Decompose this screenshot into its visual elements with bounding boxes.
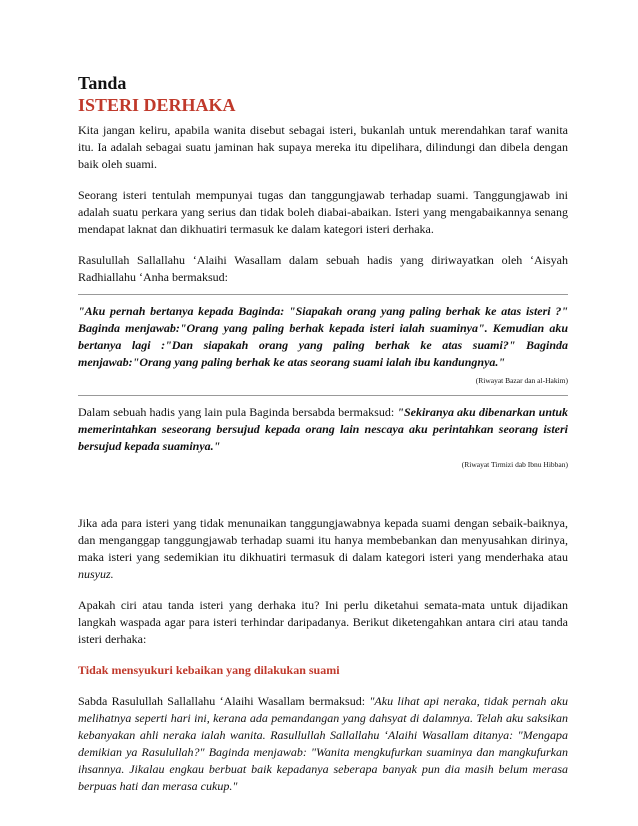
hadith-quote-1: "Aku pernah bertanya kepada Baginda: "Siapakah orang yang paling berhak ke atas isteri ?" Baginda menjawab:"Orang yang paling berhak kepada isteri ialah suaminya". Kemudian aku bertanya lagi :"Dan siapakah orang yang paling berhak ke atas suami?" Baginda menjawab:"Orang yang paling berhak ke atas seorang suami ialah ibu kandungnya." [78,304,568,369]
title-line-1: Tanda [78,73,127,93]
document-page [78,72,568,795]
section-heading: Tidak mensyukuri kebaikan yang dilakukan suami [78,663,340,677]
paragraph-5-italic: nusyuz. [78,567,114,581]
paragraph-7-quote: "Aku lihat api neraka, tidak pernah aku melihatnya seperti hari ini, kerana ada pemandangan yang dahsyat di dalamnya. Telah aku saksikan kebanyakan ahli neraka ialah wanita. Rasullullah Sallallahu ‘Alaihi Wasallam ditanya: "Mengapa demikian ya Rasulullah?" Baginda menjawab: "Wanita mengkufurkan suaminya dan mangkufurkan ihsannya. Jikalau engkau berbuat baik kepadanya seberapa banyak pun dia masih belum merasa berpuas hati dan merasa cukup." [78,694,568,793]
paragraph-4 [78,404,568,455]
paragraph-2: Seorang isteri tentulah mempunyai tugas dan tanggungjawab terhadap suami. Tanggungjawab ini adalah suatu perkara yang serius dan tidak boleh diabai-abaikan. Isteri yang mengabaikannya senang mendapat laknat dan dikhuatiri termasuk ke dalam kategori isteri derhaka. [78,188,568,236]
paragraph-7 [78,693,568,795]
paragraph-7-lead: Sabda Rasulullah Sallallahu ‘Alaihi Wasallam bermaksud: [78,694,370,708]
hadith-source-2: (Riwayat Tirmizi dab Ibnu Hibban) [461,460,568,469]
paragraph-3: Rasulullah Sallallahu ‘Alaihi Wasallam dalam sebuah hadis yang diriwayatkan oleh ‘Aisyah Radhiallahu ‘Anha bermaksud: [78,253,568,284]
paragraph-5 [78,515,568,583]
paragraph-4-quote: "Sekiranya aku dibenarkan untuk memerintahkan seseorang bersujud kepada orang lain nescaya aku perintahkan seorang isteri bersujud kepada suaminya." [78,405,568,453]
paragraph-1: Kita jangan keliru, apabila wanita disebut sebagai isteri, bukanlah untuk merendahkan taraf wanita itu. Ia adalah sebagai suatu jaminan hak supaya mereka itu dipelihara, dilindungi dan dibela dengan baik oleh suami. [78,123,568,171]
paragraph-4-lead: Dalam sebuah hadis yang lain pula Baginda bersabda bermaksud: [78,405,398,419]
paragraph-5-main: Jika ada para isteri yang tidak menunaikan tanggungjawabnya kepada suami dengan sebaik-baiknya, dan menganggap tanggungjawab terhadap suami itu hanya membebankan dan menyusahkan dirinya, maka isteri yang sedemikian itu dikhuatiri termasuk di dalam kategori isteri yang menderhaka atau [78,516,568,564]
paragraph-6: Apakah ciri atau tanda isteri yang derhaka itu? Ini perlu diketahui semata-mata untuk dijadikan langkah waspada agar para isteri terhindar daripadanya. Berikut diketengahkan antara ciri atau tanda isteri derhaka: [78,598,568,646]
title-line-2: ISTERI DERHAKA [78,95,236,115]
hadith-source-1: (Riwayat Bazar dan al-Hakim) [475,376,568,385]
